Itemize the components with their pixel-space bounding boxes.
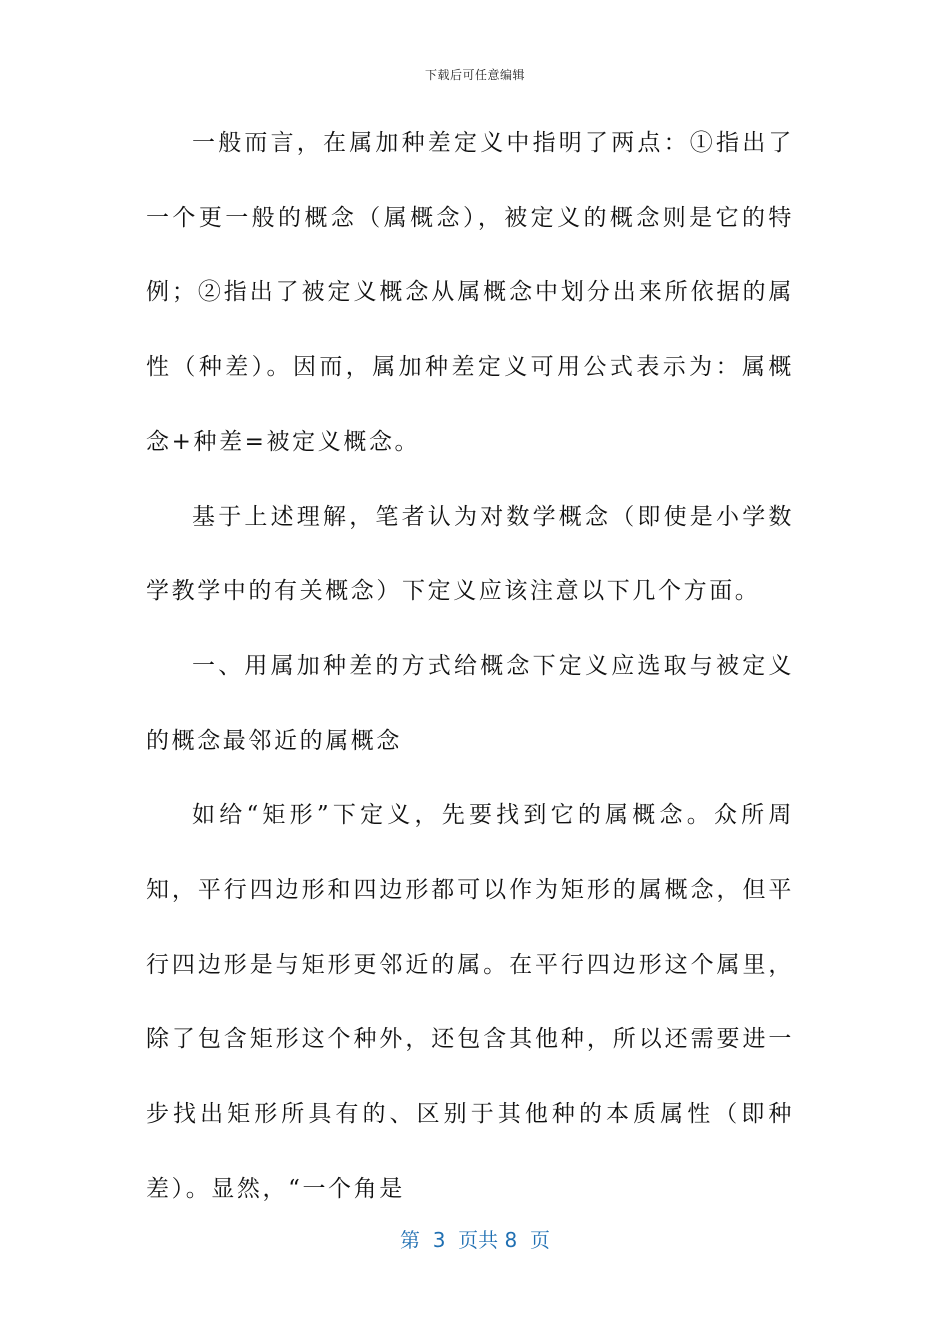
paragraph-rectangle-example: 如给“矩形”下定义，先要找到它的属概念。众所周知，平行四边形和四边形都可以作为矩形的属概念，但平行四边形是与矩形更邻近的属。在平行四边形这个属里，除了包含矩形这个种外，还包含其他种，所以还需要进一步找出矩形所具有的、区别于其他种的本质属性（即种差）。显然，“一个角是 bbox=[146, 802, 794, 1202]
paragraph-definition-points: 一般而言，在属加种差定义中指明了两点：①指出了一个更一般的概念（属概念），被定义的概念则是它的特例；②指出了被定义概念从属概念中划分出来所依据的属性（种差）。因而，属加种差定义可用公式表示为：属概念+种差=被定义概念。 bbox=[146, 130, 794, 455]
page-number-footer: 第 3 页共 8 页 bbox=[400, 1228, 550, 1252]
header-note: 下载后可任意编辑 bbox=[424, 68, 525, 82]
paragraph-section-one-heading: 一、用属加种差的方式给概念下定义应选取与被定义的概念最邻近的属概念 bbox=[146, 652, 794, 754]
paragraph-understanding: 基于上述理解，笔者认为对数学概念（即使是小学数学教学中的有关概念）下定义应该注意以下几个方面。 bbox=[146, 503, 794, 605]
document-body bbox=[146, 106, 794, 1227]
